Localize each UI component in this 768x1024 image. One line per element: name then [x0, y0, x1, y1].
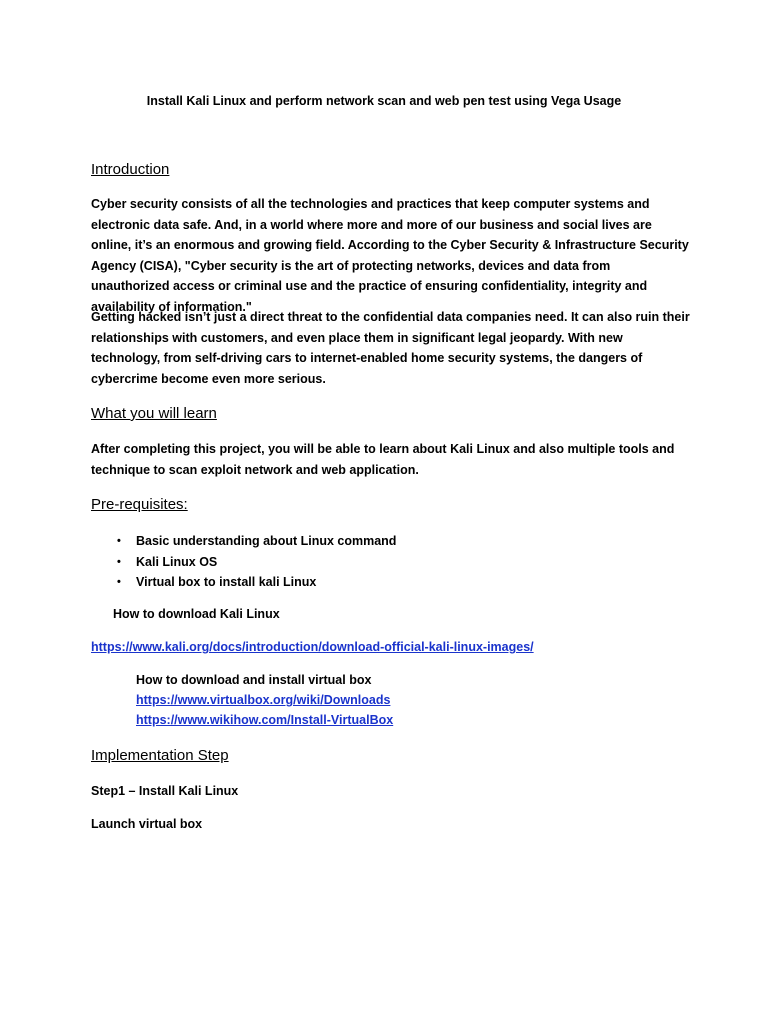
list-item: [91, 531, 396, 552]
prerequisites-list: [91, 531, 396, 593]
step1-text: Step1 – Install Kali Linux: [91, 784, 239, 798]
launch-virtualbox-text: Launch virtual box: [91, 817, 203, 831]
implementation-heading: Implementation Step: [91, 747, 229, 764]
document-title: Install Kali Linux and perform network scan and web pen test using Vega Usage: [146, 94, 622, 108]
virtualbox-label: How to download and install virtual box: [136, 673, 372, 687]
prerequisites-heading: Pre-requisites:: [91, 496, 188, 513]
list-item: [91, 572, 396, 593]
list-item-text: Basic understanding about Linux command: [136, 534, 397, 548]
download-kali-label: How to download Kali Linux: [113, 607, 280, 621]
introduction-heading: Introduction: [91, 161, 170, 178]
wikihow-virtualbox-link[interactable]: https://www.wikihow.com/Install-VirtualBox: [136, 713, 394, 727]
bullet-icon: •: [117, 535, 121, 547]
virtualbox-downloads-link[interactable]: https://www.virtualbox.org/wiki/Downloads: [136, 693, 391, 707]
learn-heading: What you will learn: [91, 405, 217, 422]
bullet-icon: •: [117, 576, 121, 588]
bullet-icon: •: [117, 555, 121, 568]
list-item: [91, 552, 396, 573]
learn-paragraph: After completing this project, you will be able to learn about Kali Linux and also multiple tools and technique to scan exploit network and web application.: [91, 442, 675, 477]
kali-download-link[interactable]: https://www.kali.org/docs/introduction/download-official-kali-linux-images/: [91, 640, 534, 654]
list-item-text: Virtual box to install kali Linux: [136, 575, 317, 589]
introduction-paragraph-1: Cyber security consists of all the technologies and practices that keep computer systems and electronic data safe. And, in a world where more and more of our business and social lives are online, it’s an enormous and growing field. According to the Cyber Security & Infrastructure Security Agency (CISA), "Cyber security is the art of protecting networks, devices and data from unauthorized access or criminal use and the practice of ensuring confidentiality, integrity and availability of information.": [91, 197, 689, 314]
introduction-paragraph-2: Getting hacked isn’t just a direct threat to the confidential data companies need. It can also ruin their relationships with customers, and even place them in significant legal jeopardy. With new technology, from self-driving cars to internet-enabled home security systems, the dangers of cybercrime become even more serious.: [91, 310, 690, 386]
list-item-text: Kali Linux OS: [136, 554, 218, 569]
